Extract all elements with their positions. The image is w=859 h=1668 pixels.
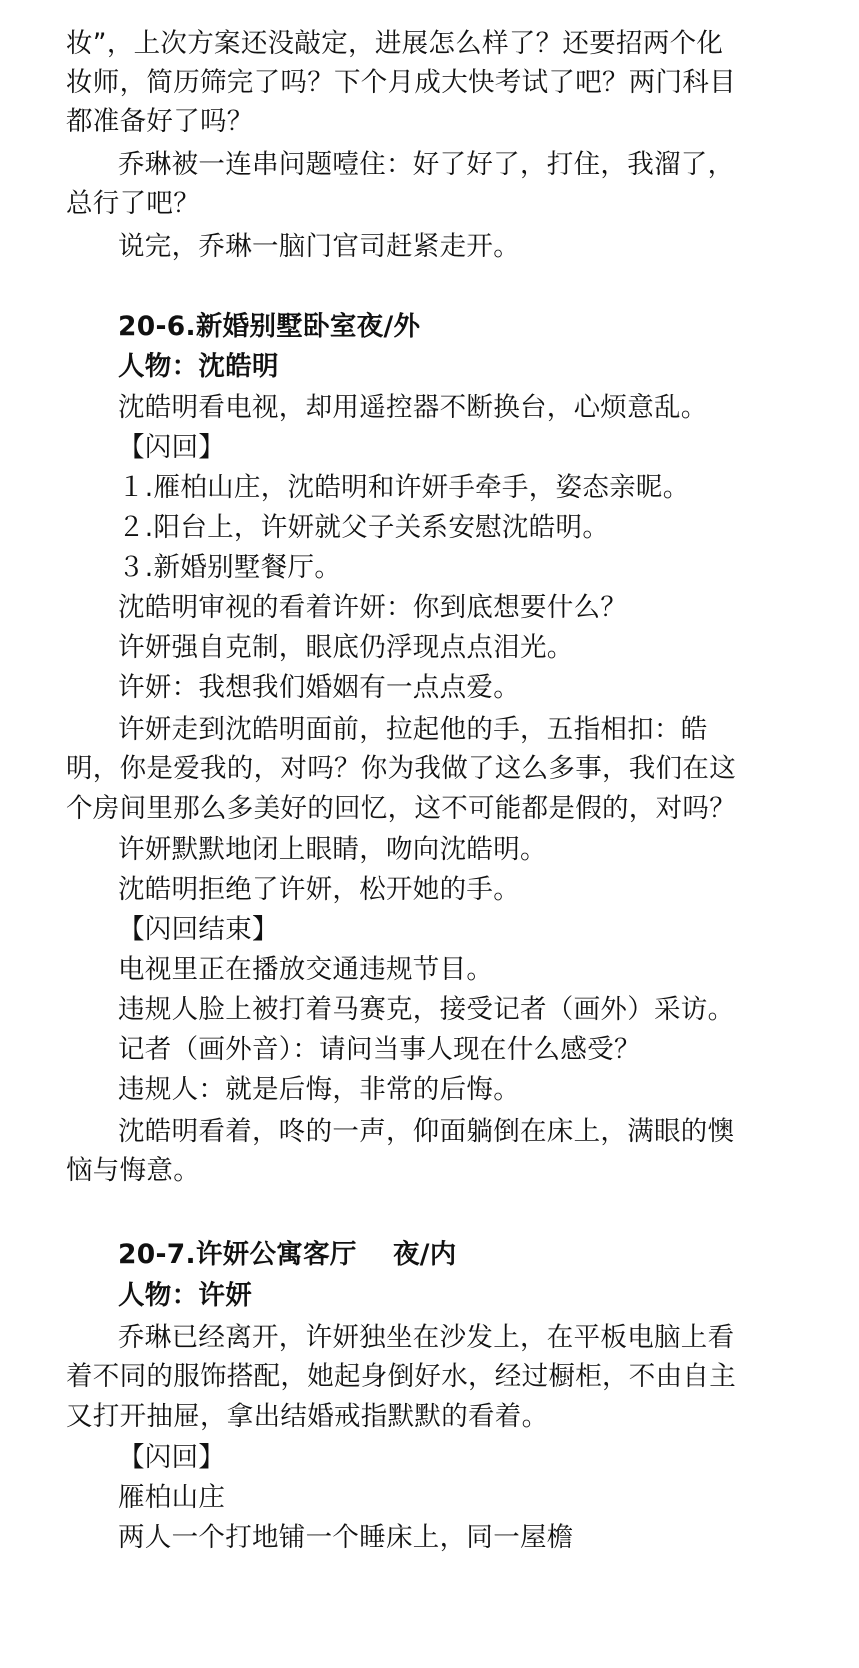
bottom-fade-overlay (560, 1620, 859, 1668)
scene-heading: 20-7.许妍公寓客厅 夜/内 (118, 1239, 457, 1270)
scene-line: 违规人：就是后悔，非常的后悔。 (118, 1074, 520, 1105)
scene-line: 许妍走到沈皓明面前，拉起他的手，五指相扣：皓 (118, 714, 708, 745)
intro-line: 妆”，上次方案还没敲定，进展怎么样了？还要招两个化 (66, 28, 724, 59)
scene-characters: 人物：许妍 (118, 1280, 252, 1311)
scene-line: １.雁柏山庄，沈皓明和许妍手牵手，姿态亲昵。 (118, 472, 690, 503)
scene-line: 许妍默默地闭上眼睛，吻向沈皓明。 (118, 834, 547, 865)
scene-line: 记者（画外音）：请问当事人现在什么感受？ (118, 1034, 641, 1065)
scene-line: 【闪回结束】 (118, 914, 279, 945)
scene-line: 雁柏山庄 (118, 1482, 226, 1513)
scene-line: 沈皓明看着，咚的一声，仰面躺倒在床上，满眼的懊 (118, 1116, 735, 1147)
scene-line: 着不同的服饰搭配，她起身倒好水，经过橱柜，不由自主 (66, 1361, 736, 1392)
scene-line: 许妍强自克制，眼底仍浮现点点泪光。 (118, 632, 574, 663)
scene-line: 明，你是爱我的，对吗？你为我做了这么多事，我们在这 (66, 753, 736, 784)
paragraph-line: 说完，乔琳一脑门官司赶紧走开。 (118, 231, 520, 262)
scene-line: 恼与悔意。 (66, 1155, 200, 1186)
scene-line: 电视里正在播放交通违规节目。 (118, 954, 494, 985)
scene-line: ３.新婚别墅餐厅。 (118, 552, 342, 583)
scene-line: 违规人脸上被打着马赛克，接受记者（画外）采访。 (118, 994, 735, 1025)
scene-line: 又打开抽屉，拿出结婚戒指默默的看着。 (66, 1401, 549, 1432)
scene-line: 沈皓明审视的看着许妍：你到底想要什么？ (118, 592, 628, 623)
scene-line: 【闪回】 (118, 432, 226, 463)
intro-line: 妆师，简历筛完了吗？下个月成大快考试了吧？两门科目 (66, 67, 736, 98)
paragraph-line: 乔琳被一连串问题噎住：好了好了，打住，我溜了， (118, 149, 735, 180)
scene-line: 沈皓明看电视，却用遥控器不断换台，心烦意乱。 (118, 392, 708, 423)
scene-line: ２.阳台上，许妍就父子关系安慰沈皓明。 (118, 512, 610, 543)
scene-heading: 20-6.新婚别墅卧室夜/外 (118, 311, 421, 342)
scene-line: 个房间里那么多美好的回忆，这不可能都是假的，对吗？ (66, 793, 736, 824)
scene-characters: 人物：沈皓明 (118, 351, 279, 382)
scene-line: 两人一个打地铺一个睡床上，同一屋檐 (118, 1522, 574, 1553)
scene-line: 沈皓明拒绝了许妍，松开她的手。 (118, 874, 520, 905)
scene-line: 乔琳已经离开，许妍独坐在沙发上，在平板电脑上看 (118, 1322, 735, 1353)
scene-line: 许妍：我想我们婚姻有一点点爱。 (118, 672, 520, 703)
intro-line: 都准备好了吗？ (66, 106, 254, 137)
paragraph-line: 总行了吧？ (66, 188, 200, 219)
scene-line: 【闪回】 (118, 1442, 226, 1473)
